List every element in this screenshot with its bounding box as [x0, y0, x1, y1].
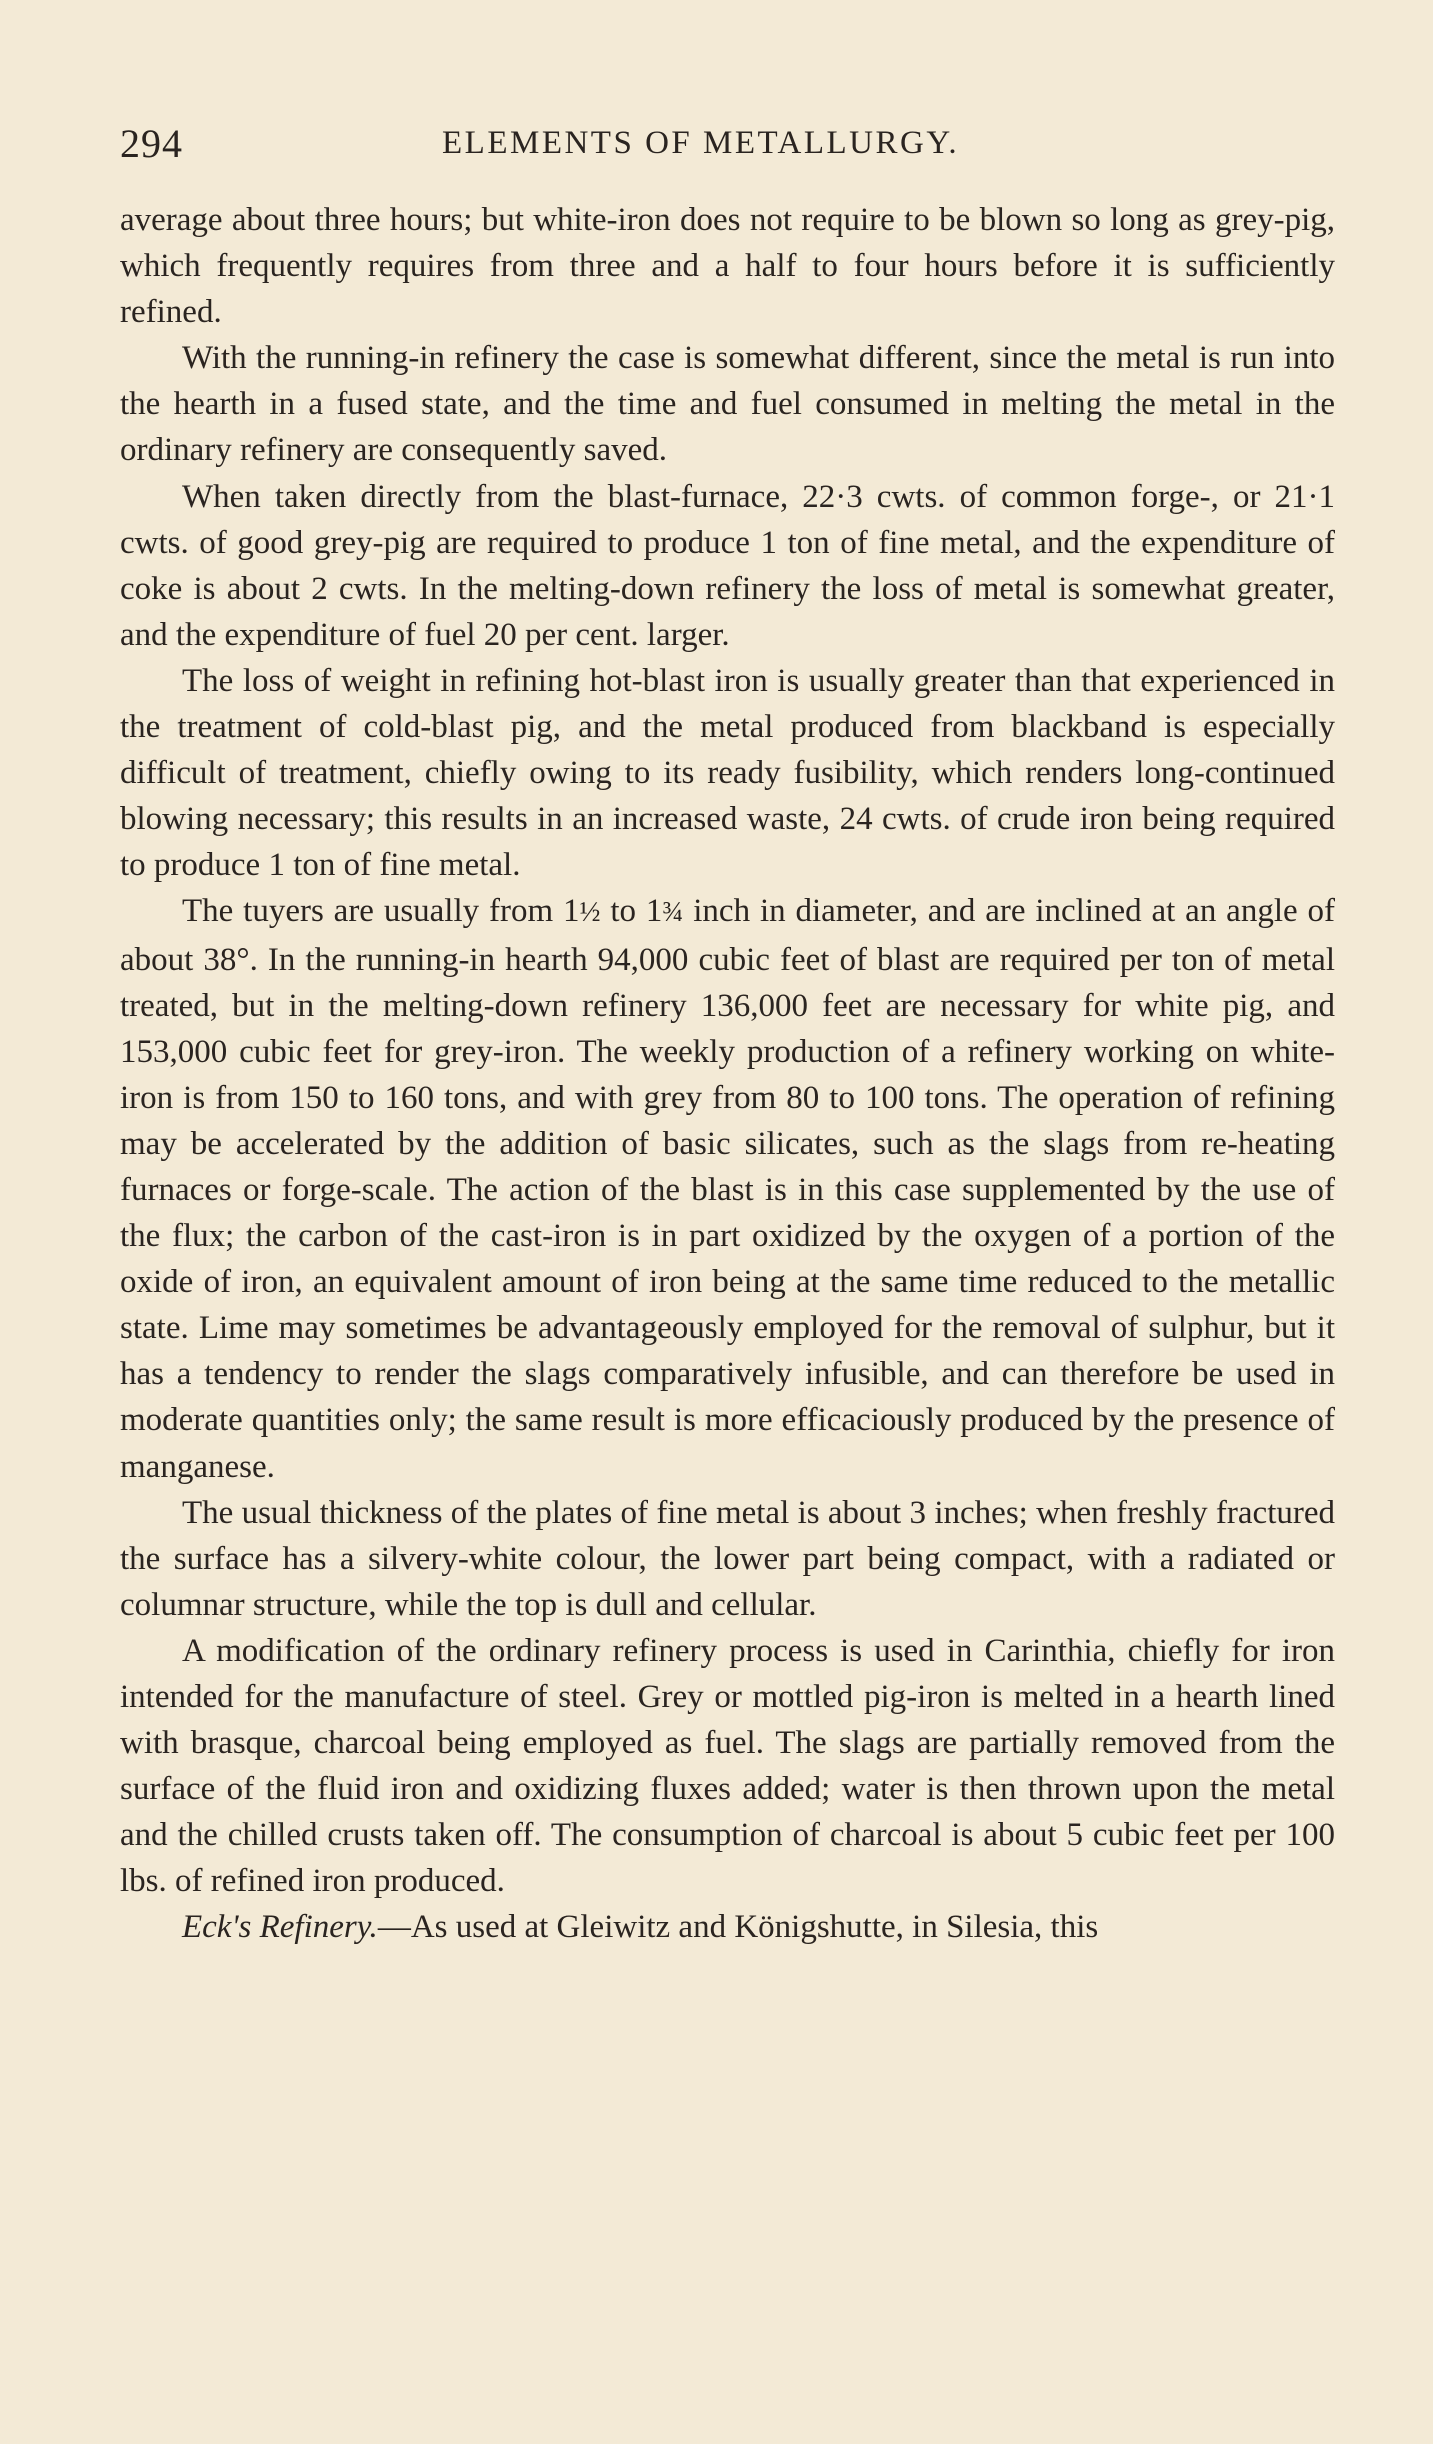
tuyeres-text-rest: inch in diameter, and are inclined at an angle of about 38°. In the running-in hearth 94,000 cubic feet of blast are required per ton of metal treated, but in the melting-down refinery 136,000 feet are necessary for white pig, and 153,000 cubic feet for grey-iron. The weekly production of a refinery working on white-iron is from 150 to 160 tons, and with grey from 80 to 100 tons. The operation of refining may be accelerated by the addition of basic silicates, such as the slags from re-heating furnaces or forge-scale. The action of the blast is in this case supplemented by the use of the flux; the carbon of the cast-iron is in part oxidized by the oxygen of a portion of the oxide of iron, an equivalent amount of iron being at the same time reduced to the metallic state. Lime may sometimes be advantageously employed for the removal of sulphur, but it has a tendency to render the slags comparatively infusible, and can therefore be used in moderate quantities only; the same result is more efficaciously produced by the presence of manganese.: [120, 893, 1335, 1485]
eck-refinery-text: —As used at Gleiwitz and Königshutte, in Silesia, this: [377, 1909, 1099, 1946]
eck-refinery-heading: Eck's Refinery.: [182, 1909, 378, 1946]
running-title: ELEMENTS OF METALLURGY.: [442, 125, 960, 161]
paragraph-plate-thickness: The usual thickness of the plates of fine metal is about 3 inches; when freshly fractured the surface has a silvery-white colour, the lower part being compact, with a radiated or columnar structure, while the top is dull and cellular.: [120, 1494, 1335, 1623]
page-number: 294: [120, 121, 183, 166]
paragraph-tuyeres: [120, 888, 1335, 1489]
fraction-one-half: ½: [579, 897, 601, 929]
tuyeres-text-start: The tuyers are usually from 1: [182, 893, 580, 930]
body-text: [120, 197, 1335, 1951]
paragraph-continuation: average about three hours; but white-iron does not require to be blown so long as grey-pig, which frequently requires from three and a half to four hours before it is sufficiently refined.: [120, 202, 1335, 331]
paragraph-carinthia: A modification of the ordinary refinery process is used in Carinthia, chiefly for iron intended for the manufacture of steel. Grey or mottled pig-iron is melted in a hearth lined with brasque, charcoal being employed as fuel. The slags are partially removed from the surface of the fluid iron and oxidizing fluxes added; water is then thrown upon the metal and the chilled crusts taken off. The consumption of charcoal is about 5 cubic feet per 100 lbs. of refined iron produced.: [120, 1632, 1335, 1900]
paragraph-blast-furnace-yield: When taken directly from the blast-furnace, 22·3 cwts. of common forge-, or 21·1 cwts. of good grey-pig are required to produce 1 ton of fine metal, and the expenditure of coke is about 2 cwts. In the melting-down refinery the loss of metal is somewhat greater, and the expenditure of fuel 20 per cent. larger.: [120, 478, 1335, 653]
tuyeres-text-mid: to 1: [600, 893, 663, 930]
fraction-three-quarters: ¾: [662, 897, 684, 929]
paragraph-running-in-refinery: With the running-in refinery the case is somewhat different, since the metal is run into the hearth in a fused state, and the time and fuel consumed in melting the metal in the ordinary refinery are consequently saved.: [120, 340, 1335, 469]
paragraph-eck-refinery: [120, 1904, 1335, 1950]
paragraph-hot-blast-loss: The loss of weight in refining hot-blast iron is usually greater than that experienced in the treatment of cold-blast pig, and the metal produced from blackband is especially difficult of treatment, chiefly owing to its ready fusibility, which renders long-continued blowing necessary; this results in an increased waste, 24 cwts. of crude iron being required to produce 1 ton of fine metal.: [120, 662, 1335, 884]
page-header: [120, 120, 1330, 170]
